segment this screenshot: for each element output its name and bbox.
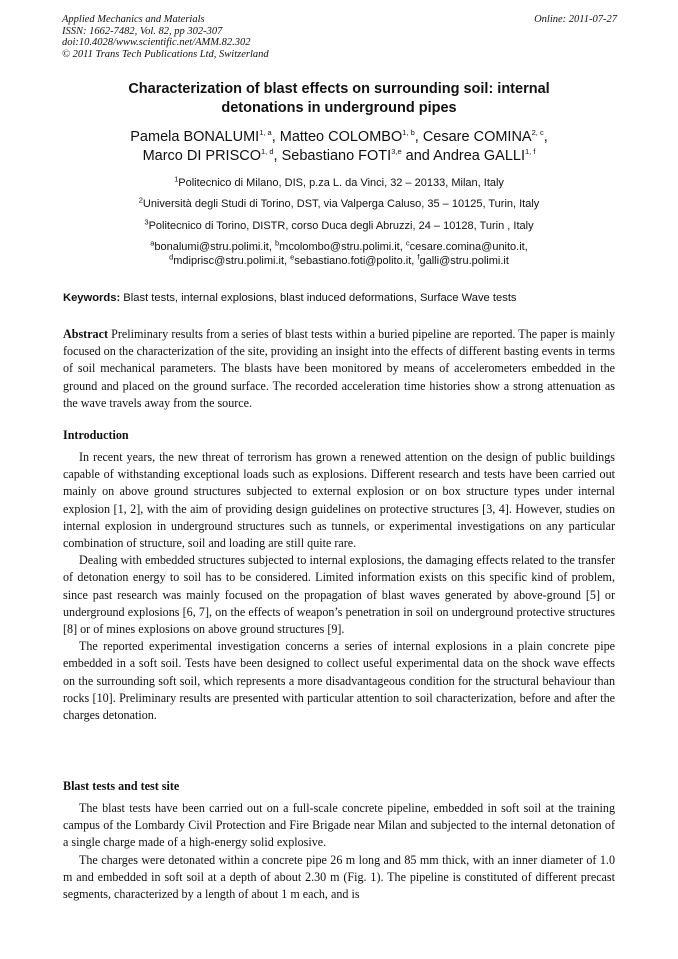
section-heading-introduction: Introduction [63, 428, 129, 442]
author-sep: and [401, 148, 434, 164]
author-name: Pamela BONALUMI [130, 129, 260, 145]
intro-paragraph-1: In recent years, the new threat of terrorism has grown a renewed attention on the design of public buildings capable of withstanding exceptional loads such as explosions. Different research and tests have been carried out mainly on above ground structures subjected to external explosion or on box structure types under internal explosion [1, 2], with the aim of providing design guidelines on protective structures [3, 4]. However, studies on internal explosion in underground structures such as tunnels, or experimental investigations on any particular combination of structure, soil and loading are still quite rare. [63, 450, 615, 551]
email-sup: f [417, 252, 420, 262]
email-line-2 [60, 254, 618, 268]
keywords [63, 291, 623, 305]
abstract [63, 326, 615, 412]
author-sup: 3,e [391, 147, 402, 157]
author-name: Marco DI PRISCO [142, 148, 261, 164]
email-link[interactable]: cesare.comina@unito.it, [409, 241, 528, 253]
authors-line-2 [60, 147, 618, 166]
author-list [60, 128, 618, 166]
title-line-2: detonations in underground pipes [221, 100, 457, 116]
affiliation-text: Politecnico di Torino, DISTR, corso Duca degli Abruzzi, 24 – 10128, Turin , Italy [148, 220, 534, 232]
affiliation-text: Università degli Studi di Torino, DST, via Valperga Caluso, 35 – 10125, Turin, Italy [142, 198, 540, 210]
email-list [60, 240, 618, 268]
email-line-1 [60, 240, 618, 254]
author-sup: 1, f [524, 147, 536, 157]
journal-copyright: © 2011 Trans Tech Publications Ltd, Switzerland [62, 48, 269, 60]
email-link[interactable]: mdiprisc@stru.polimi.it, [173, 255, 288, 267]
intro-paragraph-3: The reported experimental investigation concerns a series of internal explosions in a plain concrete pipe embedded in a soft soil. Tests have been designed to collect useful experimental data on the shock wave effects on the surrounding soft soil, which represents a more disadvantageous condition for the structural behaviour than rocks [10]. Preliminary results are presented with particular attention to soil characterization, before and after the charges detonation. [63, 639, 615, 723]
authors-line-1 [60, 128, 618, 147]
email-link[interactable]: mcolombo@stru.polimi.it, [279, 241, 403, 253]
affiliation-2 [60, 197, 618, 211]
email-sup: b [274, 238, 280, 248]
email-sup: e [290, 252, 295, 262]
journal-header [62, 14, 617, 60]
abstract-text: Preliminary results from a series of blast tests within a buried pipeline are reported. The paper is mainly focused on the characterization of the site, providing an insight into the effects of different basting events in terms of soil mechanical parameters. The blasts have been monitored by means of accelerometers embedded in the ground and placed on the ground surface. The recorded acceleration time histories show a strong attenuation as the wave travels away from the source. [63, 327, 615, 410]
intro-paragraph-2: Dealing with embedded structures subjected to internal explosions, the damaging effects related to the transfer of detonation energy to soil has to be considered. Limited information exists on this specific kind of problem, since past research was mainly focused on the propagation of blast waves generated by above-ground [5] or underground explosions [6, 7], on the effects of weapon’s penetration in soil on underground protective structures [8] or of mines explosions on above ground structures [9]. [63, 553, 615, 637]
affiliation-sup: 2 [138, 195, 143, 205]
author-name: Cesare COMINA [422, 129, 532, 145]
affiliation-1 [60, 176, 618, 190]
email-sup: c [405, 238, 410, 248]
author-name: Sebastiano FOTI [281, 148, 392, 164]
section-heading-blast-tests: Blast tests and test site [63, 779, 180, 793]
author-sep: , [414, 129, 423, 145]
journal-doi: doi:10.4028/www.scientific.net/AMM.82.302 [62, 37, 251, 49]
blast-tests-body [63, 800, 615, 903]
author-sep: , [543, 129, 548, 145]
abstract-paragraph [63, 326, 615, 412]
online-date: Online: 2011-07-27 [534, 14, 617, 25]
affiliation-sup: 1 [174, 174, 179, 184]
affiliation-3 [60, 219, 618, 233]
keywords-text: Blast tests, internal explosions, blast induced deformations, Surface Wave tests [120, 292, 517, 304]
blast-paragraph-1: The blast tests have been carried out on a full-scale concrete pipeline, embedded in soft soil at the training campus of the Lombardy Civil Protection and Fire Brigade near Milan and subjected to the internal detonation of a single charge made of a high-energy solid explosive. [63, 801, 615, 850]
keywords-label: Keywords: [63, 292, 121, 304]
author-sup: 1, a [259, 128, 272, 138]
email-link[interactable]: bonalumi@stru.polimi.it, [154, 241, 272, 253]
author-sep: , [271, 129, 280, 145]
affiliation-text: Politecnico di Milano, DIS, p.za L. da Vinci, 32 – 20133, Milan, Italy [178, 177, 504, 189]
journal-issn: ISSN: 1662-7482, Vol. 82, pp 302-307 [62, 25, 223, 37]
email-sup: d [169, 252, 174, 262]
title-line-1: Characterization of blast effects on surrounding soil: internal [128, 81, 550, 97]
paper-title [60, 80, 618, 118]
author-name: Matteo COLOMBO [279, 129, 403, 145]
email-link[interactable]: sebastiano.foti@polito.it, [294, 255, 415, 267]
author-sup: 2, c [531, 128, 544, 138]
author-name: Andrea GALLI [433, 148, 525, 164]
affiliation-sup: 3 [144, 217, 149, 227]
email-sup: a [150, 238, 155, 248]
author-sup: 1, d [261, 147, 274, 157]
abstract-label: Abstract [63, 327, 109, 341]
journal-name: Applied Mechanics and Materials [62, 14, 205, 25]
introduction-body [63, 449, 615, 724]
email-link[interactable]: galli@stru.polimi.it [419, 255, 509, 267]
blast-paragraph-2: The charges were detonated within a concrete pipe 26 m long and 85 mm thick, with an inner diameter of 1.0 m and embedded in soft soil at a depth of about 2.30 m (Fig. 1). The pipeline is constituted of different precast segments, characterized by a length of about 1 m each, and is [63, 852, 615, 902]
author-sup: 1, b [402, 128, 415, 138]
author-sep: , [273, 148, 282, 164]
